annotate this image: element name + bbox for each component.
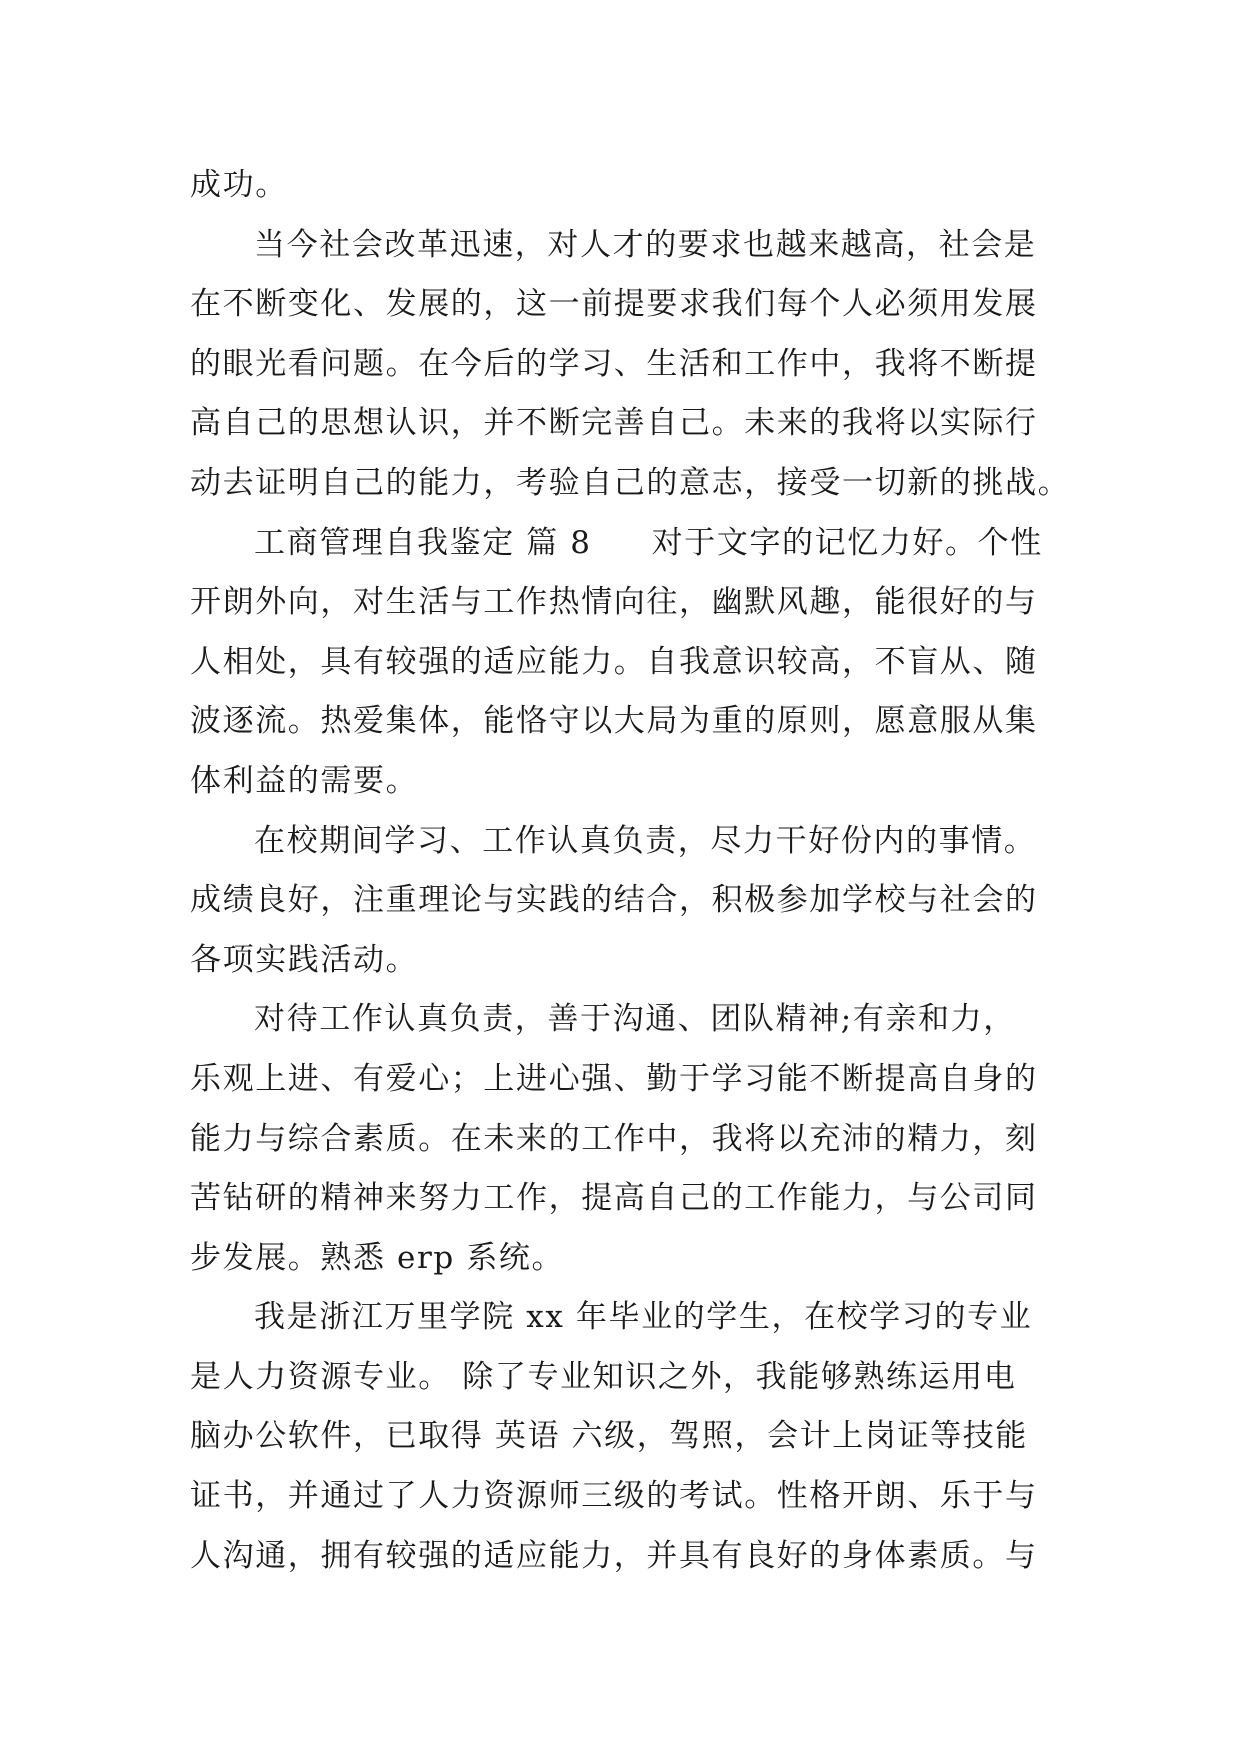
- section-heading-line: [190, 514, 1070, 574]
- text-line: 成绩良好，注重理论与实践的结合，积极参加学校与社会的: [190, 882, 1038, 919]
- text-line: 动去证明自己的能力，考验自己的意志，接受一切新的挑战。: [190, 464, 1071, 501]
- document-body: [190, 156, 1070, 1586]
- text-line: 各项实践活动。: [190, 941, 419, 978]
- paragraph-start: 对待工作认真负责，善于沟通、团队精神;有亲和力，: [254, 1001, 1016, 1038]
- heading-continuation: 对于文字的记忆力好。个性: [651, 524, 1043, 561]
- text-line: 人相处，具有较强的适应能力。自我意识较高，不盲从、随: [190, 643, 1038, 680]
- paragraph-start: 当今社会改革迅速，对人才的要求也越来越高，社会是: [254, 226, 1037, 263]
- text-line: 体利益的需要。: [190, 762, 419, 799]
- text-line: 波逐流。热爱集体，能恪守以大局为重的原则，愿意服从集: [190, 703, 1038, 740]
- text-line: 步发展。熟悉 erp 系统。: [190, 1239, 565, 1276]
- text-line: 证书，并通过了人力资源师三级的考试。性格开朗、乐于与: [190, 1478, 1038, 1515]
- text-line: 的眼光看问题。在今后的学习、生活和工作中，我将不断提: [190, 345, 1038, 382]
- paragraph-start: 我是浙江万里学院 xx 年毕业的学生，在校学习的专业: [254, 1299, 1033, 1336]
- text-line: 人沟通，拥有较强的适应能力，并具有良好的身体素质。与: [190, 1537, 1038, 1574]
- text-line: 开朗外向，对生活与工作热情向往，幽默风趣，能很好的与: [190, 584, 1038, 621]
- text-line: 在不断变化、发展的，这一前提要求我们每个人必须用发展: [190, 286, 1038, 323]
- text-line: 能力与综合素质。在未来的工作中，我将以充沛的精力，刻: [190, 1120, 1038, 1157]
- paragraph-start: 在校期间学习、工作认真负责，尽力干好份内的事情。: [254, 822, 1037, 859]
- text-line: 是人力资源专业。 除了专业知识之外，我能够熟练运用电: [190, 1358, 1017, 1395]
- section-heading: 工商管理自我鉴定 篇 8: [254, 524, 592, 561]
- text-line: 苦钻研的精神来努力工作，提高自己的工作能力，与公司同: [190, 1180, 1038, 1217]
- text-line: 脑办公软件，已取得 英语 六级，驾照，会计上岗证等技能: [190, 1418, 1028, 1455]
- text-line: 乐观上进、有爱心；上进心强、勤于学习能不断提高自身的: [190, 1060, 1038, 1097]
- text-line: 高自己的思想认识，并不断完善自己。未来的我将以实际行: [190, 405, 1038, 442]
- text-line: 成功。: [190, 167, 288, 203]
